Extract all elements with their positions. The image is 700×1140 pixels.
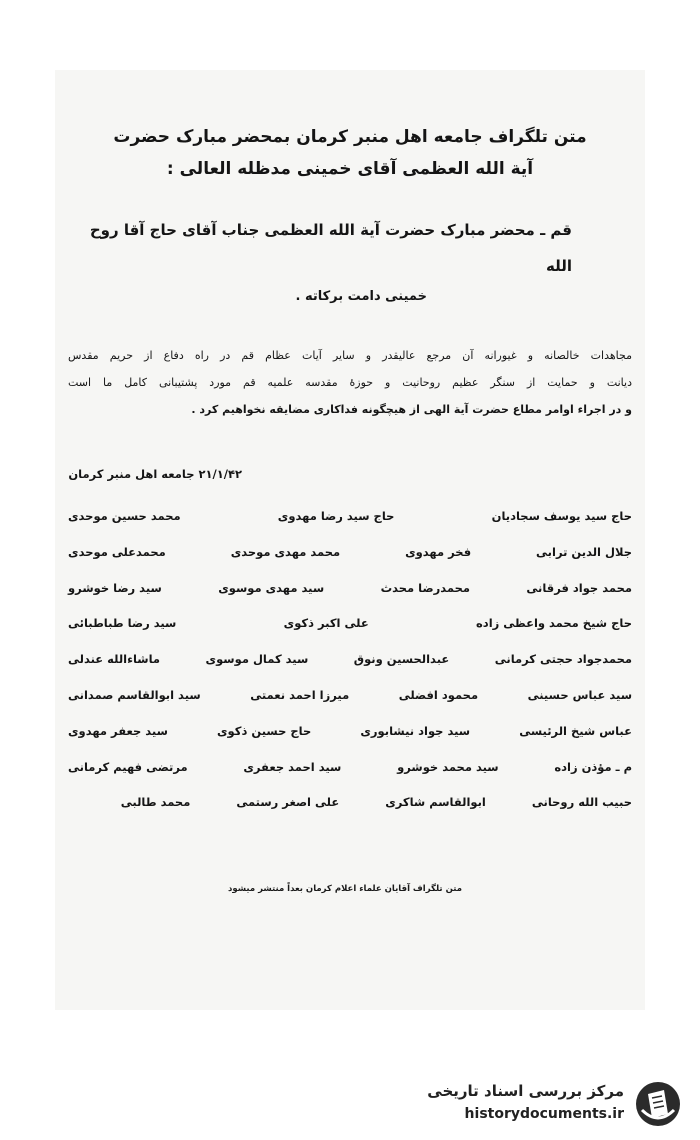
address-line-2: خمینی دامت برکاته . <box>295 289 427 304</box>
signatory-name: محمد حسین موحدی <box>68 509 181 523</box>
signatory-name: محمد مهدی موحدی <box>230 544 341 559</box>
signatory-name: محمدعلی موحدی <box>68 544 166 559</box>
signature-row <box>68 499 632 535</box>
signatory-name: فخر مهدوی <box>405 544 472 559</box>
signatory-name: سید محمد خوشرو <box>397 759 499 774</box>
signatory-name: محمود افضلی <box>398 687 479 702</box>
signatory-name: حاج حسین ذکوی <box>217 723 312 738</box>
signature-row <box>68 642 632 678</box>
signatory-name: حبیب الله روحانی <box>531 795 632 810</box>
signatory-name: حاج سید رضا مهدوی <box>277 509 395 523</box>
signatory-name: ابوالقاسم شاکری <box>385 795 486 810</box>
signatory-name: محمدجواد حجتی کرمانی <box>494 652 632 667</box>
signatory-name: عباس شیخ الرئیسی <box>519 723 632 738</box>
signatory-name: سید رضا طباطبائی <box>68 616 177 631</box>
signature-row <box>68 535 632 571</box>
signatory-name: سید عباس حسینی <box>527 687 632 702</box>
signatory-name: سید جعفر مهدوی <box>68 723 168 738</box>
signature-row <box>68 785 632 821</box>
signatory-name: سید کمال موسوی <box>205 652 309 667</box>
signatory-name: سید ابوالقاسم صمدانی <box>68 687 201 702</box>
body-text-line-1: مجاهدات خالصانه و غیورانه آن مرجع عالیقدر و سایر آیات عظام قم در راه دفاع از حریم مقدس <box>68 349 632 362</box>
signature-row <box>68 750 632 786</box>
address-line-1: قم ـ محضر مبارک حضرت آیة الله العظمی جناب آقای حاج آقا روح الله <box>89 221 572 275</box>
signature-header: ۲۱/۱/۴۲ جامعه اهل منبر کرمان <box>68 467 242 481</box>
signatory-name: سید جواد نیشابوری <box>360 723 471 738</box>
signature-row <box>68 606 632 642</box>
watermark-url: historydocuments.ir <box>464 1106 624 1122</box>
watermark-title: مرکز بررسی اسناد تاریخی <box>427 1082 624 1100</box>
signatory-name: حاج سید یوسف سجادیان <box>491 509 632 523</box>
signature-list <box>68 499 632 821</box>
signatory-name: ماشاءالله عندلی <box>68 652 161 667</box>
signatory-name: مرتضی فهیم کرمانی <box>68 759 188 774</box>
signatory-name: علی اصغر رستمی <box>236 795 340 810</box>
archive-watermark <box>382 1076 682 1136</box>
signatory-name: حاج شیخ محمد واعظی زاده <box>476 616 632 631</box>
signatory-name: محمد جواد فرقانی <box>526 580 632 595</box>
signatory-name: عبدالحسین ونوق <box>353 652 450 667</box>
signatory-name: محمد طالبی <box>120 795 191 810</box>
signatory-name: م ـ مؤذن زاده <box>554 759 632 774</box>
document-archive-logo-icon <box>634 1080 682 1128</box>
signature-row <box>68 678 632 714</box>
signature-row <box>68 714 632 750</box>
document-heading-line-2: آیة الله العظمی آقای خمینی مدظله العالی : <box>166 159 534 179</box>
signatory-name: جلال الدین ترابی <box>536 544 632 559</box>
signatory-name: سید مهدی موسوی <box>218 580 325 595</box>
document-heading-line-1: متن تلگراف جامعه اهل منبر کرمان بمحضر مبارک حضرت <box>113 127 587 147</box>
signatory-name: محمدرضا محدث <box>380 580 470 595</box>
signatory-name: سید رضا خوشرو <box>68 580 162 595</box>
signature-row <box>68 571 632 607</box>
signatory-name: سید احمد جعفری <box>243 759 342 774</box>
body-text-line-2: دیانت و حمایت از سنگر عظیم روحانیت و حوزهٔ مقدسه علمیه قم مورد پشتیبانی کامل ما است <box>68 376 632 389</box>
telegram-document <box>68 118 632 821</box>
body-text-line-3: و در اجراء اوامر مطاع حضرت آیة الهی از هیچگونه فداکاری مضایقه نخواهیم کرد . <box>191 403 632 416</box>
footnote: متن تلگراف آقایان علماء اعلام کرمان بعداً منتشر میشود <box>228 884 462 894</box>
signatory-name: علی اکبر ذکوی <box>283 616 369 631</box>
signatory-name: میرزا احمد نعمتی <box>250 687 350 702</box>
